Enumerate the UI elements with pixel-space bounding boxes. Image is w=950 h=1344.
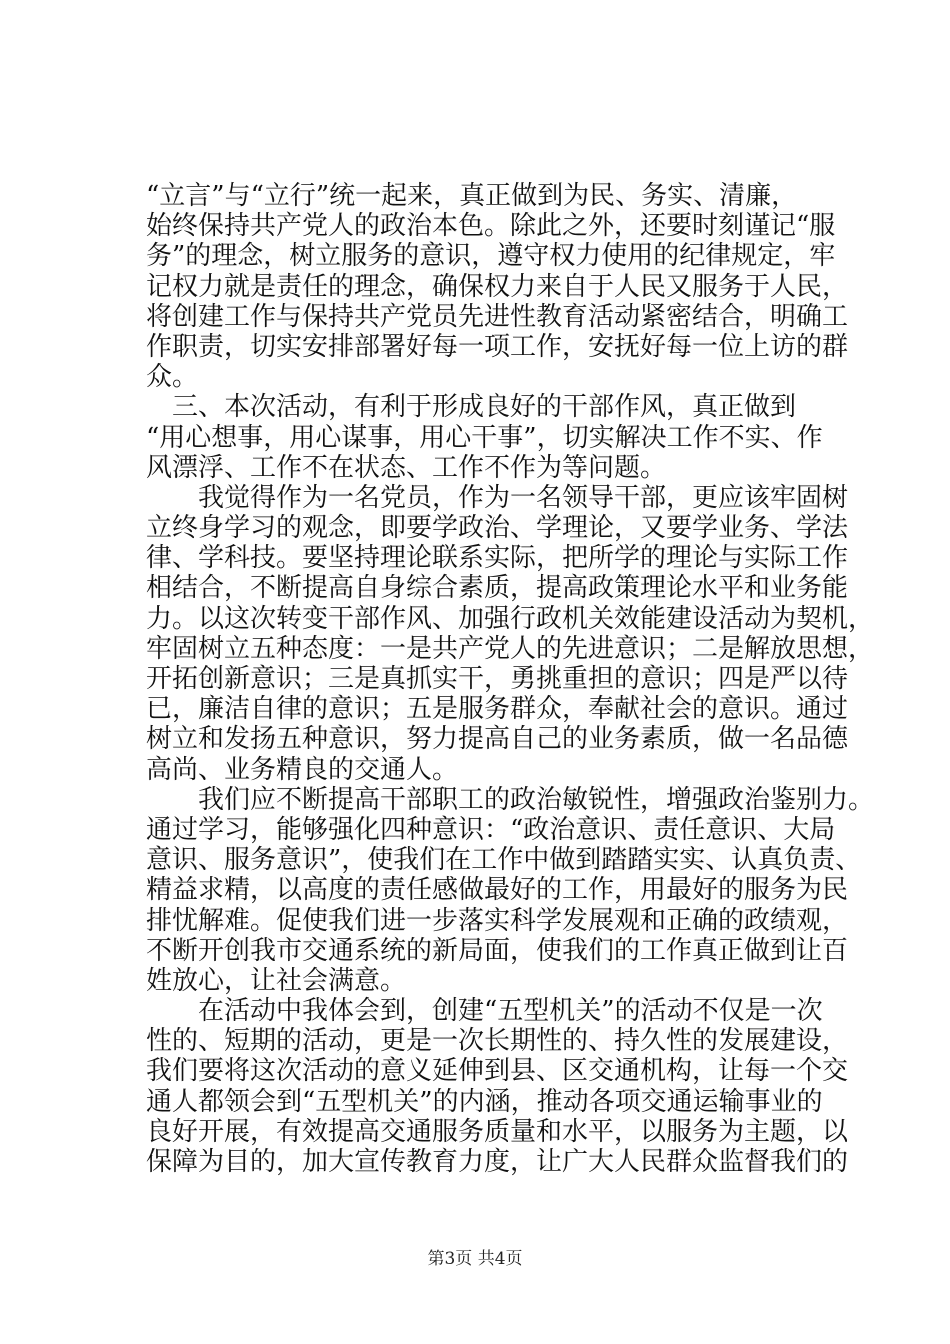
text-line: 我们应不断提高干部职工的政治敏锐性，增强政治鉴别力。 xyxy=(146,784,875,815)
text-line: 通过学习，能够强化四种意识：“政治意识、责任意识、大局 xyxy=(146,814,836,845)
text-line: “立言”与“立行”统一起来，真正做到为民、务实、清廉， xyxy=(146,181,798,211)
text-line: 众。 xyxy=(146,362,199,393)
text-line: 树立和发扬五种意识，努力提高自己的业务素质，做一名品德 xyxy=(146,724,849,755)
text-line: 通人都领会到“五型机关”的内涵，推动各项交通运输事业的 xyxy=(146,1086,823,1117)
text-line: 在活动中我体会到，创建“五型机关”的活动不仅是一次 xyxy=(146,996,823,1027)
text-line: 记权力就是责任的理念，确保权力来自于人民又服务于人民， xyxy=(146,271,849,302)
text-line: 力。以这次转变干部作风、加强行政机关效能建设活动为契机， xyxy=(146,603,875,634)
text-line: 性的、短期的活动，更是一次长期性的、持久性的发展建设， xyxy=(146,1026,849,1057)
text-line: 作职责，切实安排部署好每一项工作，安抚好每一位上访的群 xyxy=(146,331,849,362)
text-line: 立终身学习的观念，即要学政治、学理论，又要学业务、学法 xyxy=(146,513,849,544)
text-line: 良好开展，有效提高交通服务质量和水平，以服务为主题，以 xyxy=(146,1116,849,1147)
text-line: 意识、服务意识”，使我们在工作中做到踏踏实实、认真负责、 xyxy=(146,845,862,876)
text-line: 将创建工作与保持共产党员先进性教育活动紧密结合，明确工 xyxy=(146,301,849,332)
text-line: 开拓创新意识；三是真抓实干，勇挑重担的意识；四是严以待 xyxy=(146,664,849,694)
text-line: 高尚、业务精良的交通人。 xyxy=(146,754,459,785)
text-line: 我们要将这次活动的意义延伸到县、区交通机构，让每一个交 xyxy=(146,1056,849,1087)
text-line: 精益求精，以高度的责任感做最好的工作，用最好的服务为民 xyxy=(146,875,849,906)
text-line: “用心想事，用心谋事，用心干事”，切实解决工作不实、作 xyxy=(146,422,823,453)
page-footer: 第3页 共4页 xyxy=(427,1249,523,1269)
text-line: 牢固树立五种态度：一是共产党人的先进意识；二是解放思想， xyxy=(146,633,875,664)
text-line: 务”的理念，树立服务的意识，遵守权力使用的纪律规定，牢 xyxy=(146,241,836,272)
text-line: 风漂浮、工作不在状态、工作不作为等问题。 xyxy=(146,452,667,483)
text-line: 已，廉洁自律的意识；五是服务群众，奉献社会的意识。通过 xyxy=(146,694,849,725)
text-line: 三、本次活动，有利于形成良好的干部作风，真正做到 xyxy=(146,392,797,423)
text-line: 不断开创我市交通系统的新局面，使我们的工作真正做到让百 xyxy=(146,935,849,966)
text-line: 相结合，不断提高自身综合素质，提高政策理论水平和业务能 xyxy=(146,573,849,604)
text-line: 保障为目的，加大宣传教育力度，让广大人民群众监督我们的 xyxy=(146,1147,849,1177)
text-line: 我觉得作为一名党员，作为一名领导干部，更应该牢固树 xyxy=(146,482,849,513)
text-line: 始终保持共产党人的政治本色。除此之外，还要时刻谨记“服 xyxy=(146,211,836,242)
text-line: 律、学科技。要坚持理论联系实际，把所学的理论与实际工作 xyxy=(146,543,849,574)
text-line: 排忧解难。促使我们进一步落实科学发展观和正确的政绩观， xyxy=(146,905,849,936)
text-line: 姓放心，让社会满意。 xyxy=(146,965,407,996)
document-body xyxy=(146,181,875,1177)
